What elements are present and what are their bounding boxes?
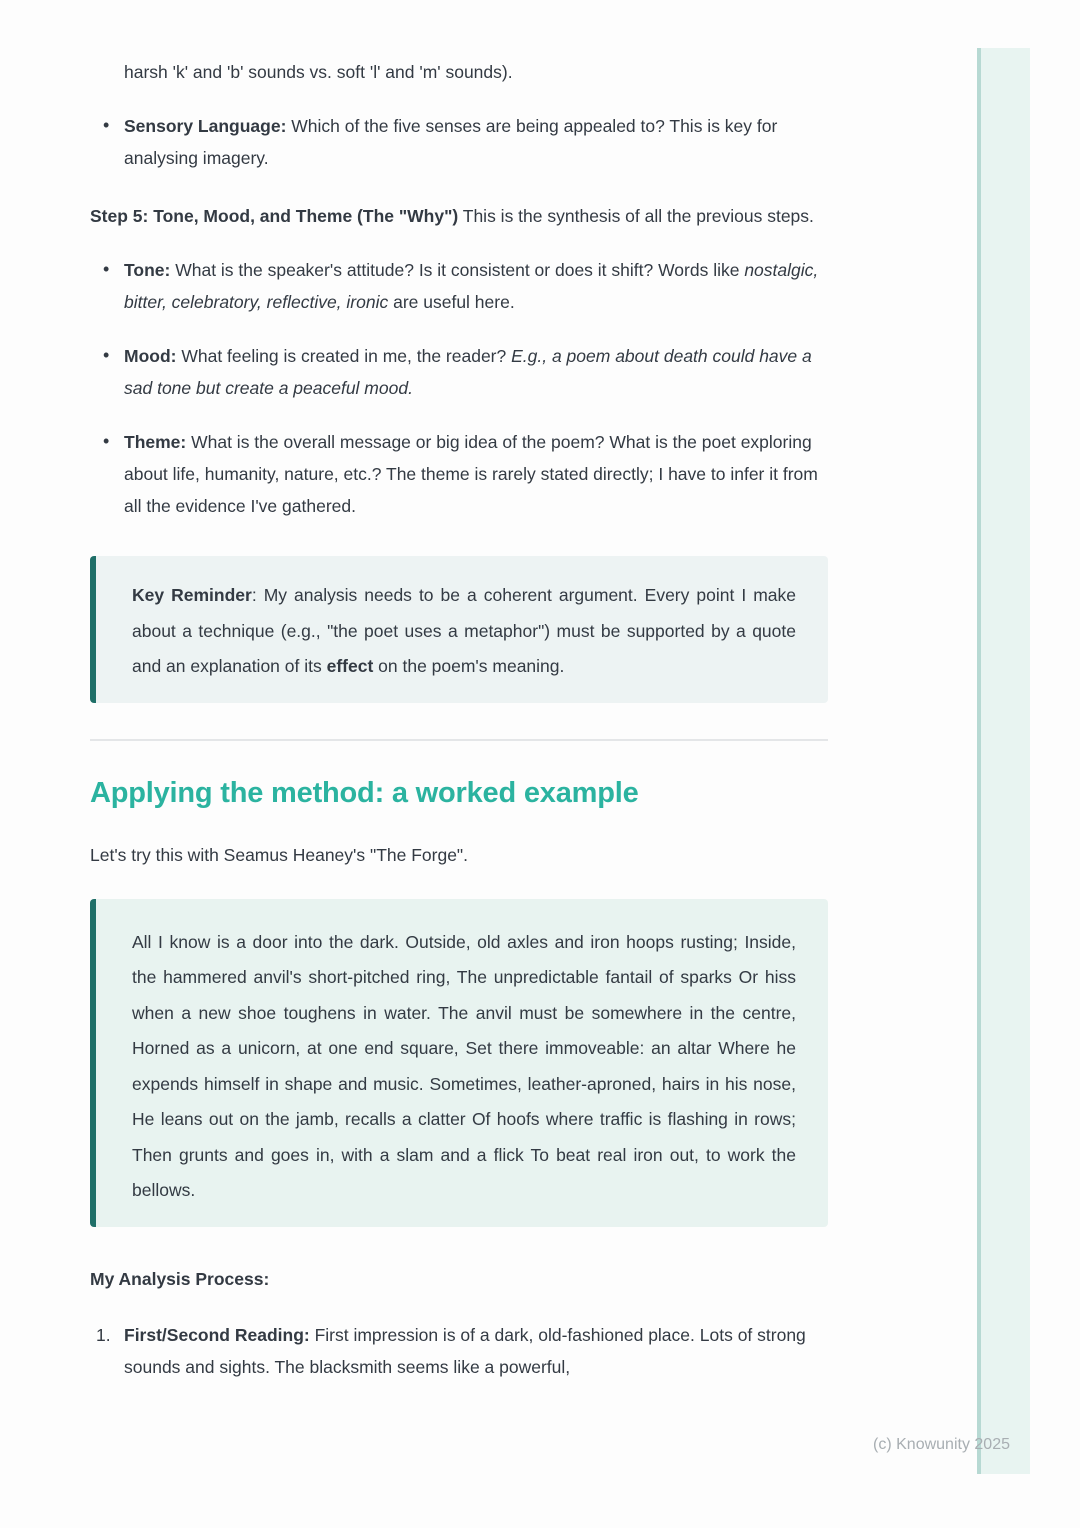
bullet-marker: • xyxy=(103,345,110,365)
bullet-text: Theme: What is the overall message or big idea of the poem? What is the poet exploring about life, humanity, nature, etc.? The theme is rarely stated directly; I have to infer it from all the evidence I've gathered. xyxy=(124,432,818,516)
analysis-step-1 xyxy=(90,1319,828,1383)
list-number-marker: 1. xyxy=(96,1324,111,1345)
bullet-text: Sensory Language: Which of the five senses are being appealed to? This is key for analysing imagery. xyxy=(124,116,778,168)
bullet-text: Mood: What feeling is created in me, the reader? E.g., a poem about death could have a sad tone but create a peaceful mood. xyxy=(124,346,812,398)
analysis-process-heading: My Analysis Process: xyxy=(90,1268,270,1289)
numbered-text: First/Second Reading: First impression is of a dark, old-fashioned place. Lots of strong sounds and sights. The blacksmith seems like a powerful, xyxy=(124,1324,806,1377)
bullet-item-theme xyxy=(90,426,828,522)
bullet-list-tone-mood-theme xyxy=(90,254,828,522)
bullet-item-sensory-language xyxy=(90,110,828,174)
copyright-watermark: (c) Knowunity 2025 xyxy=(873,1436,1010,1453)
analysis-numbered-list xyxy=(90,1319,828,1383)
section-intro: Let's try this with Seamus Heaney's "The Forge". xyxy=(90,844,469,865)
page-edge-strip xyxy=(977,48,1030,1474)
section-divider xyxy=(90,739,828,741)
bullet-text: Tone: What is the speaker's attitude? Is it consistent or does it shift? Words like nostalgic, bitter, celebratory, reflective, ironic are useful here. xyxy=(124,260,819,312)
poem-quote-block: All I know is a door into the dark. Outside, old axles and iron hoops rusting; Inside, the hammered anvil's short-pitched ring, The unpredictable fantail of sparks Or hiss when a new shoe toughens in water. The anvil must be somewhere in the centre, Horned as a unicorn, at one end square, Set there immoveable: an altar Where he expends himself in shape and music. Sometimes, leather-aproned, hairs in his nose, He leans out on the jamb, recalls a clatter Of hoofs where traffic is flashing in rows; Then grunts and goes in, with a slam and a flick To beat real iron out, to work the bellows. xyxy=(90,899,828,1227)
bullet-marker: • xyxy=(103,115,110,135)
paragraph-sound-continuation: harsh 'k' and 'b' sounds vs. soft 'l' and 'm' sounds). xyxy=(124,62,513,82)
bullet-item-mood xyxy=(90,340,828,404)
section-heading: Applying the method: a worked example xyxy=(90,776,639,809)
bullet-marker: • xyxy=(103,259,110,279)
bullet-marker: • xyxy=(103,431,110,451)
key-reminder-callout: Key Reminder: My analysis needs to be a coherent argument. Every point I make about a technique (e.g., "the poet uses a metaphor") must be supported by a quote and an explanation of its effect on the poem's meaning. xyxy=(90,556,828,703)
document-content xyxy=(90,56,828,1383)
paragraph-step5: Step 5: Tone, Mood, and Theme (The "Why") This is the synthesis of all the previous steps. xyxy=(90,206,814,226)
bullet-list-top xyxy=(90,110,828,174)
bullet-item-tone xyxy=(90,254,828,318)
